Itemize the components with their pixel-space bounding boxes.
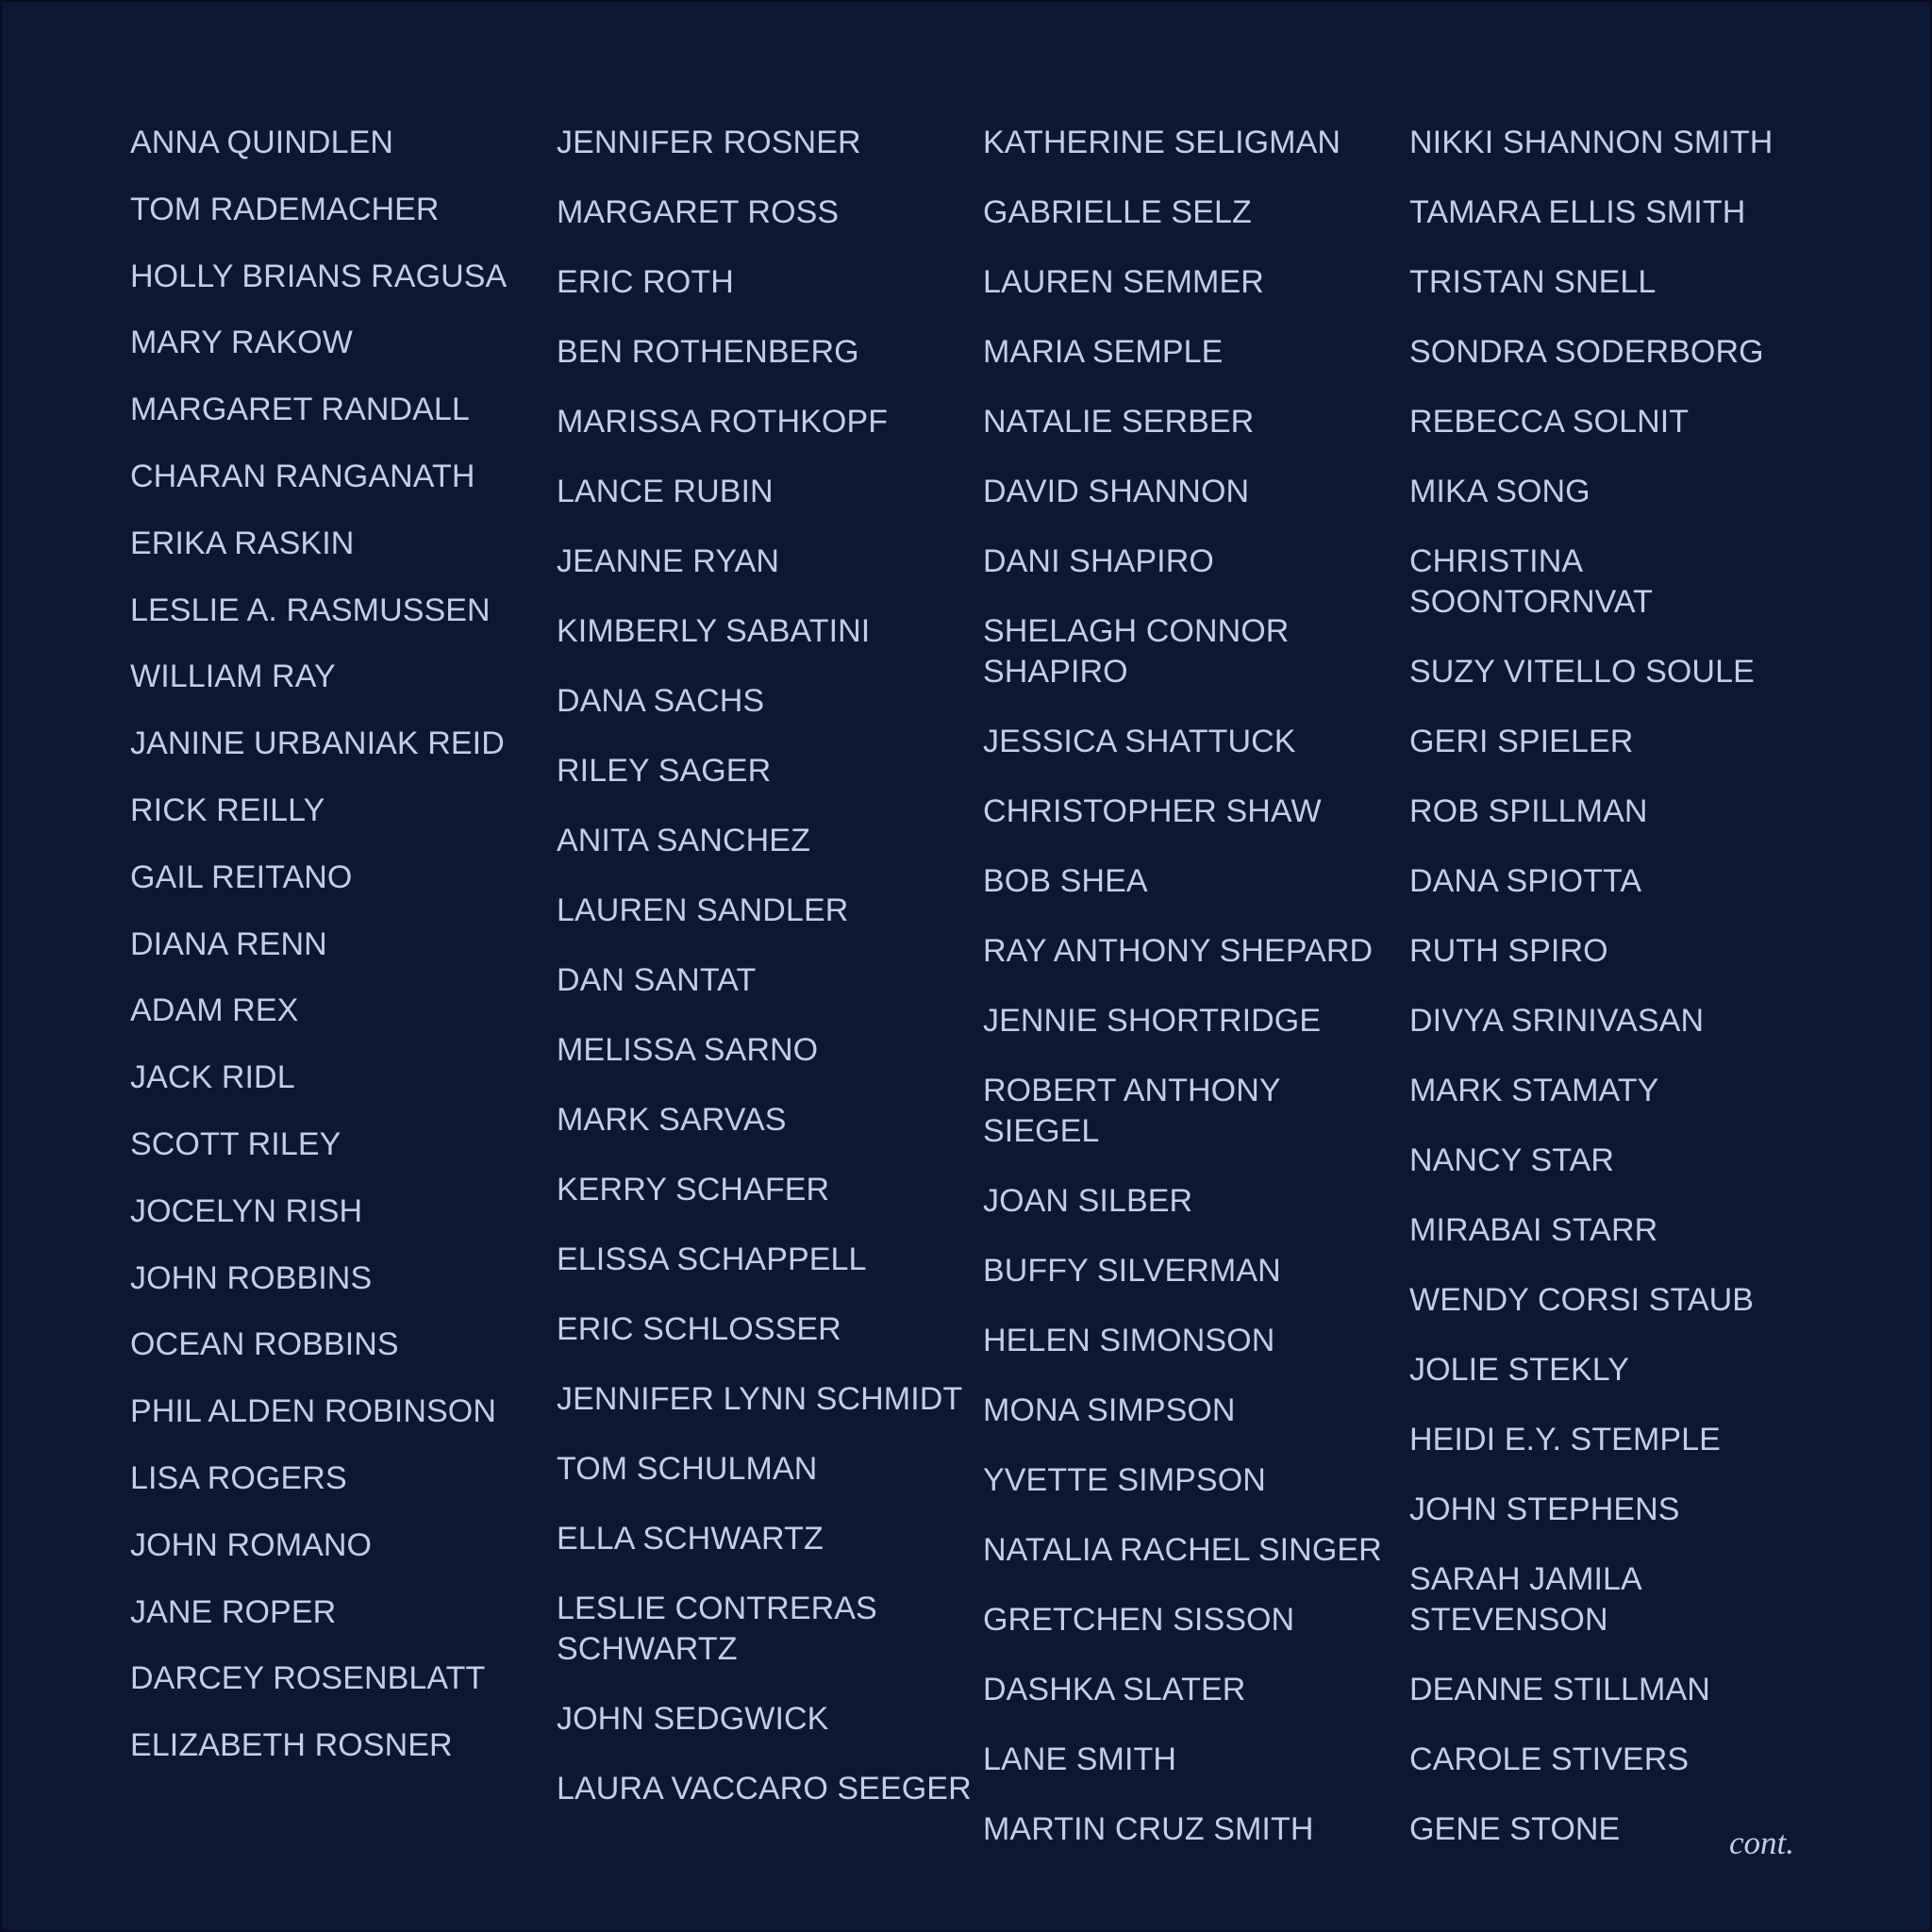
name-entry: MIKA SONG [1409,474,1591,509]
names-column-3 [983,123,1409,1850]
name-entry: MIRABAI STARR [1409,1212,1658,1248]
name-entry: CHRISTOPHER SHAW [983,793,1322,829]
name-entry: MONA SIMPSON [983,1392,1236,1428]
name-entry: DIANA RENN [130,925,327,962]
name-entry: TOM SCHULMAN [557,1451,818,1487]
name-entry: LANCE RUBIN [557,474,774,509]
name-entry: JACK RIDL [130,1059,295,1096]
name-entry: DIVYA SRINIVASAN [1409,1003,1705,1039]
name-entry: OCEAN ROBBINS [130,1326,399,1363]
name-entry: DEANNE STILLMAN [1409,1672,1710,1707]
name-entry: JOHN STEPHENS [1409,1491,1680,1527]
name-entry: ANNA QUINDLEN [130,125,394,160]
name-entry: ROB SPILLMAN [1409,793,1648,829]
name-entry: KATHERINE SELIGMAN [983,125,1341,160]
name-entry: DAN SANTAT [557,962,757,998]
name-entry: MARY RAKOW [130,325,353,361]
name-entry: ADAM REX [130,992,299,1029]
name-entry: MARISSA ROTHKOPF [557,404,889,440]
name-entry: MARK SARVAS [557,1102,787,1138]
name-entry: RILEY SAGER [557,753,772,789]
name-entry: BEN ROTHENBERG [557,334,859,370]
name-entry: JANE ROPER [130,1593,337,1630]
name-entry: LAUREN SANDLER [557,892,849,928]
name-entry: LAUREN SEMMER [983,264,1264,300]
name-entry: ANITA SANCHEZ [557,823,810,858]
names-list [130,123,1806,1850]
name-entry: CHARAN RANGANATH [130,458,475,494]
name-entry: WENDY CORSI STAUB [1409,1282,1755,1318]
name-entry: HEIDI E.Y. STEMPLE [1409,1422,1721,1457]
name-entry: NIKKI SHANNON SMITH [1409,125,1774,160]
name-entry: RAY ANTHONY SHEPARD [983,933,1374,969]
name-entry: DANA SPIOTTA [1409,863,1642,899]
name-entry: JENNIFER ROSNER [557,125,861,160]
name-entry: GAIL REITANO [130,858,353,895]
name-entry: ERIC SCHLOSSER [557,1311,841,1347]
name-entry: TOM RADEMACHER [130,191,440,227]
name-entry: MARTIN CRUZ SMITH [983,1811,1314,1847]
name-entry: RUTH SPIRO [1409,933,1608,969]
name-entry: BOB SHEA [983,863,1148,899]
name-entry: CHRISTINA SOONTORNVAT [1409,543,1654,620]
name-entry: HOLLY BRIANS RAGUSA [130,258,508,294]
name-entry: BUFFY SILVERMAN [983,1253,1281,1289]
name-entry: JOLIE STEKLY [1409,1352,1629,1388]
name-entry: NATALIA RACHEL SINGER [983,1532,1382,1568]
name-entry: SUZY VITELLO SOULE [1409,654,1755,690]
name-entry: JOHN ROMANO [130,1526,373,1563]
name-entry: PHIL ALDEN ROBINSON [130,1393,496,1430]
name-entry: ROBERT ANTHONY SIEGEL [983,1073,1281,1149]
name-entry: CAROLE STIVERS [1409,1741,1690,1777]
name-entry: ELIZABETH ROSNER [130,1727,453,1764]
name-entry: LESLIE CONTRERAS SCHWARTZ [557,1591,877,1667]
name-entry: JOHN ROBBINS [130,1259,373,1296]
name-entry: DASHKA SLATER [983,1672,1246,1707]
name-entry: REBECCA SOLNIT [1409,404,1690,440]
name-entry: SCOTT RILEY [130,1125,341,1162]
name-entry: MARGARET RANDALL [130,391,470,428]
name-entry: JOCELYN RISH [130,1192,363,1229]
name-entry: JESSICA SHATTUCK [983,724,1296,759]
names-column-2 [557,123,983,1850]
name-entry: MARIA SEMPLE [983,334,1224,370]
name-entry: NANCY STAR [1409,1142,1615,1178]
name-entry: GRETCHEN SISSON [983,1602,1295,1638]
name-entry: DAVID SHANNON [983,474,1250,509]
name-entry: HELEN SIMONSON [983,1323,1275,1358]
name-entry: SARAH JAMILA STEVENSON [1409,1561,1641,1638]
name-entry: MARK STAMATY [1409,1073,1659,1108]
name-entry: LAURA VACCARO SEEGER [557,1771,972,1807]
name-entry: DARCEY ROSENBLATT [130,1660,486,1697]
name-entry: KIMBERLY SABATINI [557,613,871,649]
name-entry: GENE STONE [1409,1811,1621,1847]
name-entry: LISA ROGERS [130,1459,347,1496]
name-entry: JANINE URBANIAK REID [130,725,505,762]
name-entry: JOAN SILBER [983,1183,1193,1219]
name-entry: SHELAGH CONNOR SHAPIRO [983,613,1290,690]
name-entry: KERRY SCHAFER [557,1172,830,1208]
name-entry: TAMARA ELLIS SMITH [1409,194,1746,230]
name-entry: ERIKA RASKIN [130,525,355,561]
name-entry: GABRIELLE SELZ [983,194,1252,230]
name-entry: ELLA SCHWARTZ [557,1521,824,1557]
name-entry: ERIC ROTH [557,264,734,300]
name-entry: JENNIFER LYNN SCHMIDT [557,1381,963,1417]
name-entry: MELISSA SARNO [557,1032,819,1068]
name-entry: JEANNE RYAN [557,543,780,579]
name-entry: NATALIE SERBER [983,404,1255,440]
names-column-1 [130,123,557,1850]
name-entry: LESLIE A. RASMUSSEN [130,591,491,628]
name-entry: YVETTE SIMPSON [983,1462,1266,1498]
name-entry: TRISTAN SNELL [1409,264,1657,300]
name-entry: SONDRA SODERBORG [1409,334,1764,370]
names-column-4 [1409,123,1806,1850]
name-entry: DANI SHAPIRO [983,543,1214,579]
name-entry: WILLIAM RAY [130,658,336,695]
name-entry: JENNIE SHORTRIDGE [983,1003,1322,1039]
name-entry: JOHN SEDGWICK [557,1701,829,1737]
name-entry: RICK REILLY [130,791,325,828]
name-entry: GERI SPIELER [1409,724,1634,759]
name-entry: MARGARET ROSS [557,194,840,230]
name-entry: DANA SACHS [557,683,765,719]
name-entry: LANE SMITH [983,1741,1177,1777]
name-entry: ELISSA SCHAPPELL [557,1241,867,1277]
continued-label: cont. [1728,1824,1794,1861]
